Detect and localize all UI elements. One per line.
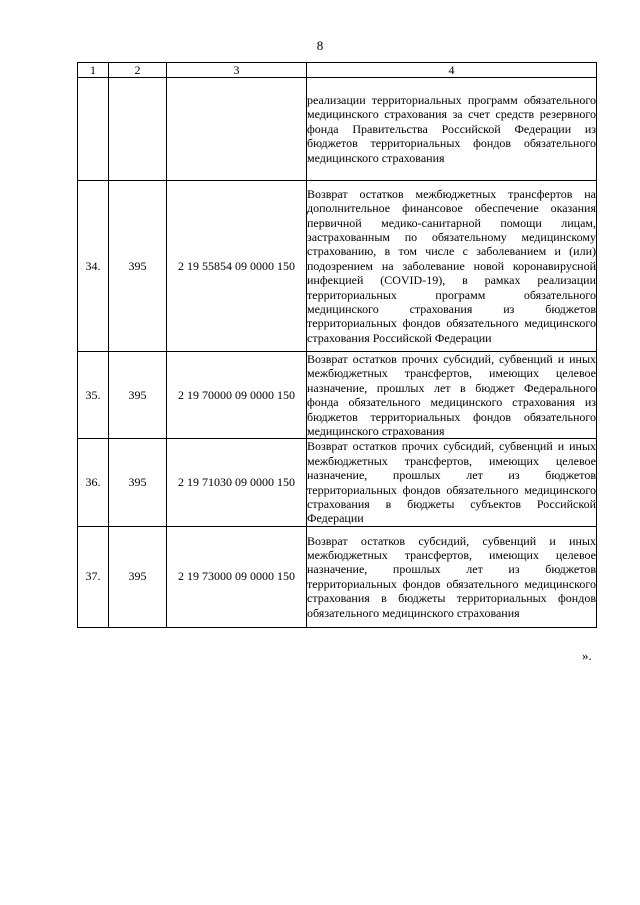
- column-header-4: 4: [307, 63, 597, 78]
- table-row: [78, 526, 597, 627]
- row-number: 34.: [78, 181, 109, 352]
- administrator-code: [109, 78, 167, 181]
- administrator-code: 395: [109, 526, 167, 627]
- administrator-code: 395: [109, 439, 167, 526]
- table-row: [78, 439, 597, 526]
- row-number: 37.: [78, 526, 109, 627]
- revenue-description: Возврат остатков межбюджетных трансфертов на дополнительное финансовое обеспечение оказания первичной медико-санитарной помощи лицам, застрахованным по обязательному медицинскому страхованию, в том числе с заболеванием и (или) подозрением на заболевание новой коронавирусной инфекцией (COVID-19), в рамках реализации территориальных программ обязательного медицинского страхования из бюджетов территориальных фондов обязательного медицинского страхования Российской Федерации: [307, 181, 597, 352]
- column-header-3: 3: [167, 63, 307, 78]
- revenue-description: Возврат остатков прочих субсидий, субвенций и иных межбюджетных трансфертов, имеющих целевое назначение, прошлых лет из бюджетов территориальных фондов обязательного медицинского страхования в бюджеты субъектов Российской Федерации: [307, 439, 596, 526]
- classification-table: [77, 62, 597, 628]
- revenue-description: Возврат остатков субсидий, субвенций и иных межбюджетных трансфертов, имеющих целевое назначение, прошлых лет из бюджетов территориальных фондов обязательного медицинского страхования в бюджеты территориальных фондов обязательного медицинского страхования: [307, 526, 597, 627]
- administrator-code: 395: [109, 352, 167, 439]
- row-number: [78, 78, 109, 181]
- budget-classification-code: 2 19 71030 09 0000 150: [167, 439, 307, 526]
- table-header-row: [78, 63, 597, 78]
- row-number: 36.: [78, 439, 109, 526]
- revenue-description: Возврат остатков прочих субсидий, субвенций и иных межбюджетных трансфертов, имеющих целевое назначение, прошлых лет в бюджет Федерального фонда обязательного медицинского страхования из бюджетов территориальных фондов обязательного медицинского страхования: [307, 352, 596, 439]
- budget-classification-code: [167, 78, 307, 181]
- table-row: [78, 181, 597, 352]
- revenue-description: реализации территориальных программ обязательного медицинского страхования за счет средств резервного фонда Правительства Российской Федерации из бюджетов территориальных фондов обязательного медицинского страхования: [307, 78, 597, 181]
- administrator-code: 395: [109, 181, 167, 352]
- table-row: [78, 352, 597, 439]
- column-header-2: 2: [109, 63, 167, 78]
- column-header-1: 1: [78, 63, 109, 78]
- page-number: 8: [316, 38, 324, 53]
- row-number: 35.: [78, 352, 109, 439]
- closing-quote-mark: ».: [582, 648, 592, 663]
- table-row: [78, 78, 597, 181]
- budget-classification-code: 2 19 55854 09 0000 150: [167, 181, 307, 352]
- budget-classification-code: 2 19 70000 09 0000 150: [167, 352, 307, 439]
- budget-classification-code: 2 19 73000 09 0000 150: [167, 526, 307, 627]
